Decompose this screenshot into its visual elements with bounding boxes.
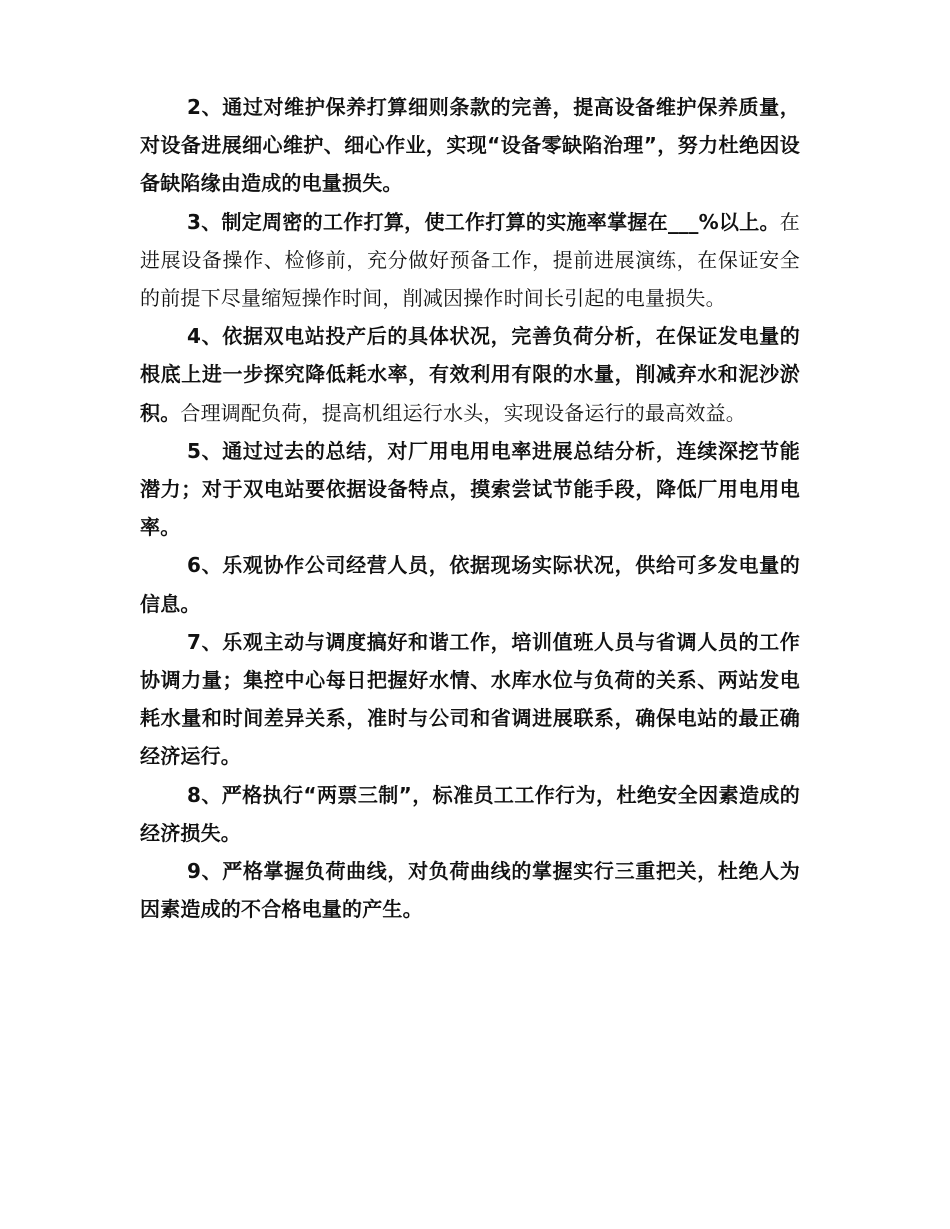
paragraph-item-9 [140,852,800,928]
paragraph-bold-text: 7、乐观主动与调度搞好和谐工作，培训值班人员与省调人员的工作协调力量；集控中心每日把握好水情、水库水位与负荷的关系、两站发电耗水量和时间差异关系，准时与公司和省调进展联系，确保电站的最正确经济运行。 [140,629,800,769]
paragraph-item-4 [140,317,800,432]
paragraph-bold-text: 8、严格执行“两票三制”，标准员工工作行为，杜绝安全因素造成的经济损失。 [140,782,800,845]
paragraph-bold-text: 3、制定周密的工作打算，使工作打算的实施率掌握在___%以上。 [187,209,780,234]
paragraph-bold-text: 5、通过过去的总结，对厂用电用电率进展总结分析，连续深挖节能潜力；对于双电站要依据设备特点，摸索尝试节能手段，降低厂用电用电率。 [140,438,800,540]
paragraph-item-3 [140,203,800,318]
document-body [140,88,800,928]
paragraph-normal-text: 在进展设备操作、检修前，充分做好预备工作，提前进展演练，在保证安全的前提下尽量缩短操作时间，削减因操作时间长引起的电量损失。 [140,209,800,311]
paragraph-bold-text: 9、严格掌握负荷曲线，对负荷曲线的掌握实行三重把关，杜绝人为因素造成的不合格电量的产生。 [140,859,800,922]
paragraph-item-7 [140,623,800,776]
paragraph-normal-text: 合理调配负荷，提高机组运行水头，实现设备运行的最高效益。 [180,400,747,425]
paragraph-item-6 [140,546,800,622]
paragraph-bold-text: 2、通过对维护保养打算细则条款的完善，提高设备维护保养质量，对设备进展细心维护、细心作业，实现“设备零缺陷治理”，努力杜绝因设备缺陷缘由造成的电量损失。 [140,95,800,196]
paragraph-item-5 [140,432,800,547]
paragraph-item-2 [140,88,800,203]
paragraph-bold-text: 6、乐观协作公司经营人员，依据现场实际状况，供给可多发电量的信息。 [140,553,800,616]
paragraph-item-8 [140,776,800,852]
paragraph-bold-text: 4、依据双电站投产后的具体状况，完善负荷分析，在保证发电量的根底上进一步探究降低耗水率，有效利用有限的水量，削减弃水和泥沙淤积。 [140,324,800,425]
